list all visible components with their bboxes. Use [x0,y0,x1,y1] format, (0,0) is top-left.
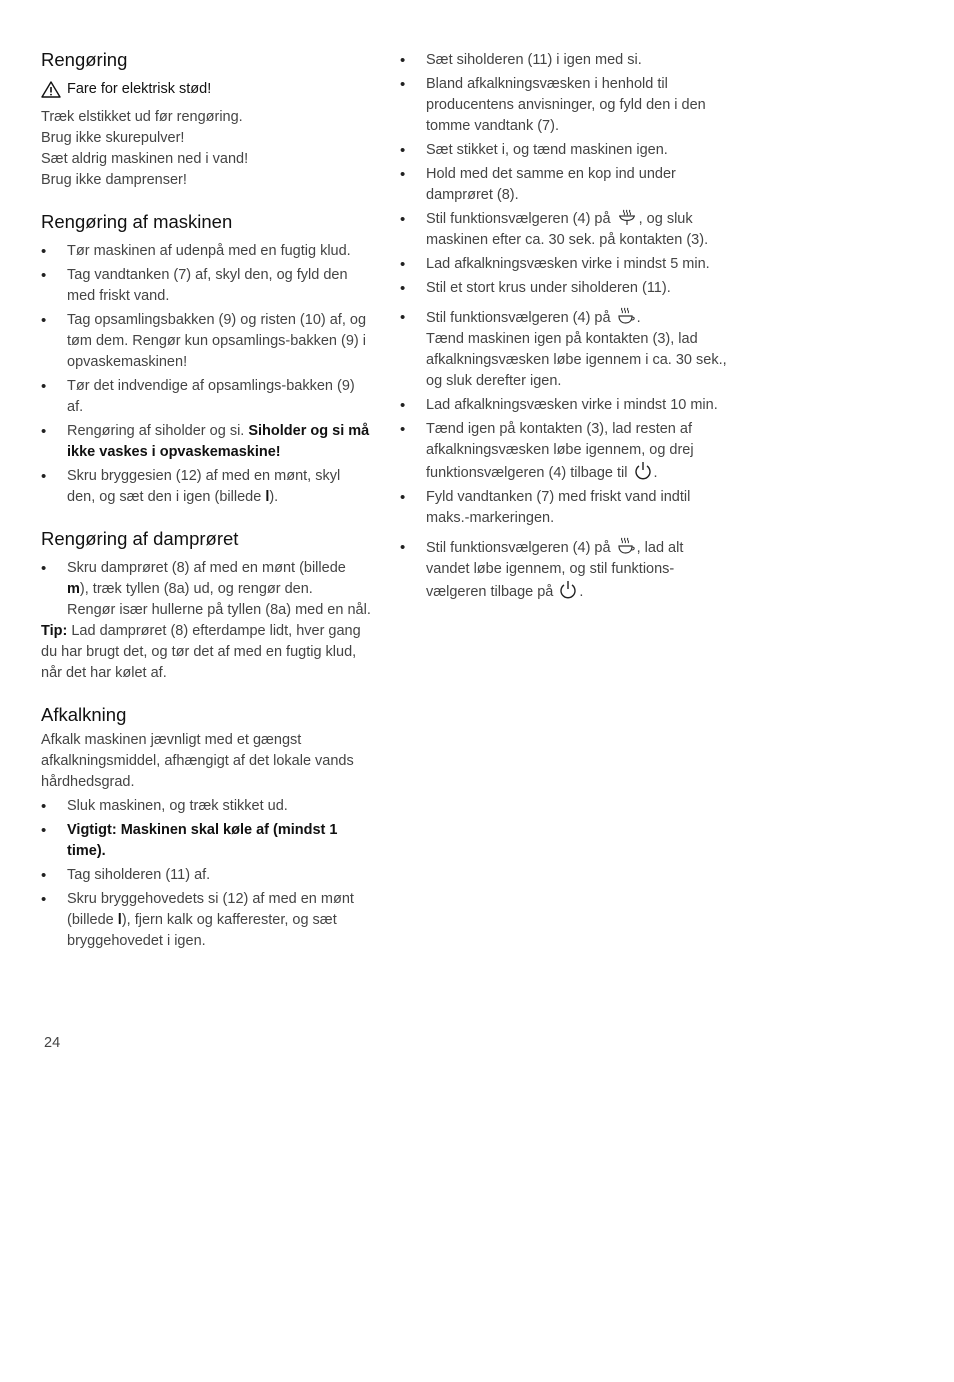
list-item: • Lad afkalkningsvæsken virke i mindst 5 min. [400,256,710,273]
coffee-cup-icon [617,537,635,555]
list-item: • Tag siholderen (11) af. [41,867,211,884]
text-line: Brug ikke skurepulver! [41,130,185,146]
heading-rengoring-af-damproret: Rengøring af damprøret [41,528,239,549]
page-number: 24 [44,1035,61,1051]
right-column [400,50,730,606]
list-item: • Sæt siholderen (11) i igen med si. [400,52,642,69]
list-item: • Tør det indvendige af opsamlings-bakken (9) af. [41,378,355,415]
list-item: • Fyld vandtanken (7) med friskt vand indtil maks.-markeringen. [400,489,691,526]
left-column [41,47,371,970]
section-rengoring [41,47,371,191]
list-item: • Tør maskinen af udenpå med en fugtig klud. [41,243,351,260]
cleaning-warnings [41,107,371,191]
list-item: • Stil et stort krus under siholderen (11). [400,280,671,297]
list-item: • Bland afkalkningsvæsken i henhold til producentens anvisninger, og fyld den i den tomme vandtank (7). [400,76,706,134]
bullet-list [41,241,371,508]
heading-rengoring-af-maskinen: Rengøring af maskinen [41,211,233,232]
heading-afkalkning: Afkalkning [41,704,127,725]
list-item: • Sluk maskinen, og træk stikket ud. [41,798,288,815]
list-item: • Vigtigt: Maskinen skal køle af (mindst 1 time). [41,822,338,859]
list-item: • Tag opsamlingsbakken (9) og risten (10) af, og tøm dem. Rengør kun opsamlings-bakken (9) i opvaskemaskinen! [41,312,367,370]
bullet-list [41,558,371,621]
list-item: • Skru damprøret (8) af med en mønt (billede m), træk tyllen (8a) ud, og rengør den. Rengør især hullerne på tyllen (8a) med en nål. [41,560,371,618]
section-rengoring-af-maskinen [41,209,371,508]
tip-paragraph: Tip: Lad damprøret (8) efterdampe lidt, hver gang du har brugt det, og tør det af med en fugtig klud, når det har kølet af. [41,623,361,681]
text-line: Træk elstikket ud før rengøring. [41,109,243,125]
list-item: • Tænd igen på kontakten (3), lad resten af afkalkningsvæsken løbe igennem, og drej funktionsvælgeren (4) tilbage til . [400,421,694,481]
power-icon [559,580,577,599]
list-item: • Rengøring af siholder og si. Siholder og si må ikke vaskes i opvaskemaskine! [41,423,370,460]
list-item: • Sæt stikket i, og tænd maskinen igen. [400,142,668,159]
list-item: • Lad afkalkningsvæsken virke i mindst 10 min. [400,397,718,414]
coffee-cup-icon [617,307,635,325]
warning-text: Fare for elektrisk stød! [67,81,212,97]
list-item: • Stil funktionsvælgeren (4) på , lad alt vandet løbe igennem, og stil funktions-vælgeren tilbage på . [400,539,684,600]
list-item: • Stil funktionsvælgeren (4) på . Tænd maskinen igen på kontakten (3), lad afkalkningsvæsken løbe igennem i ca. 30 sek., og sluk derefter igen. [400,309,727,389]
bullet-list [400,50,730,603]
section-afkalkning [41,702,371,952]
section-rengoring-af-damproret [41,526,371,684]
bullet-list [41,796,371,952]
text-line: Brug ikke damprenser! [41,172,187,188]
list-item: • Stil funktionsvælgeren (4) på , og sluk maskinen efter ca. 30 sek. på kontakten (3). [400,211,709,248]
warning-triangle-icon [41,81,61,98]
afkalkning-intro: Afkalk maskinen jævnligt med et gængst afkalkningsmiddel, afhængigt af det lokale vands hårdhedsgrad. [41,732,354,790]
heading-rengoring: Rengøring [41,49,128,70]
steam-nozzle-icon [617,209,637,226]
list-item: • Skru bryggehovedets si (12) af med en mønt (billede l), fjern kalk og kafferester, og sæt bryggehovedet i igen. [41,891,354,949]
list-item: • Hold med det samme en kop ind under damprøret (8). [400,166,676,203]
list-item: • Skru bryggesien (12) af med en mønt, skyl den, og sæt den i igen (billede l). [41,468,341,505]
power-icon [634,461,652,480]
list-item: • Tag vandtanken (7) af, skyl den, og fyld den med friskt vand. [41,267,348,304]
text-line: Sæt aldrig maskinen ned i vand! [41,151,249,167]
warning-line [41,79,371,99]
